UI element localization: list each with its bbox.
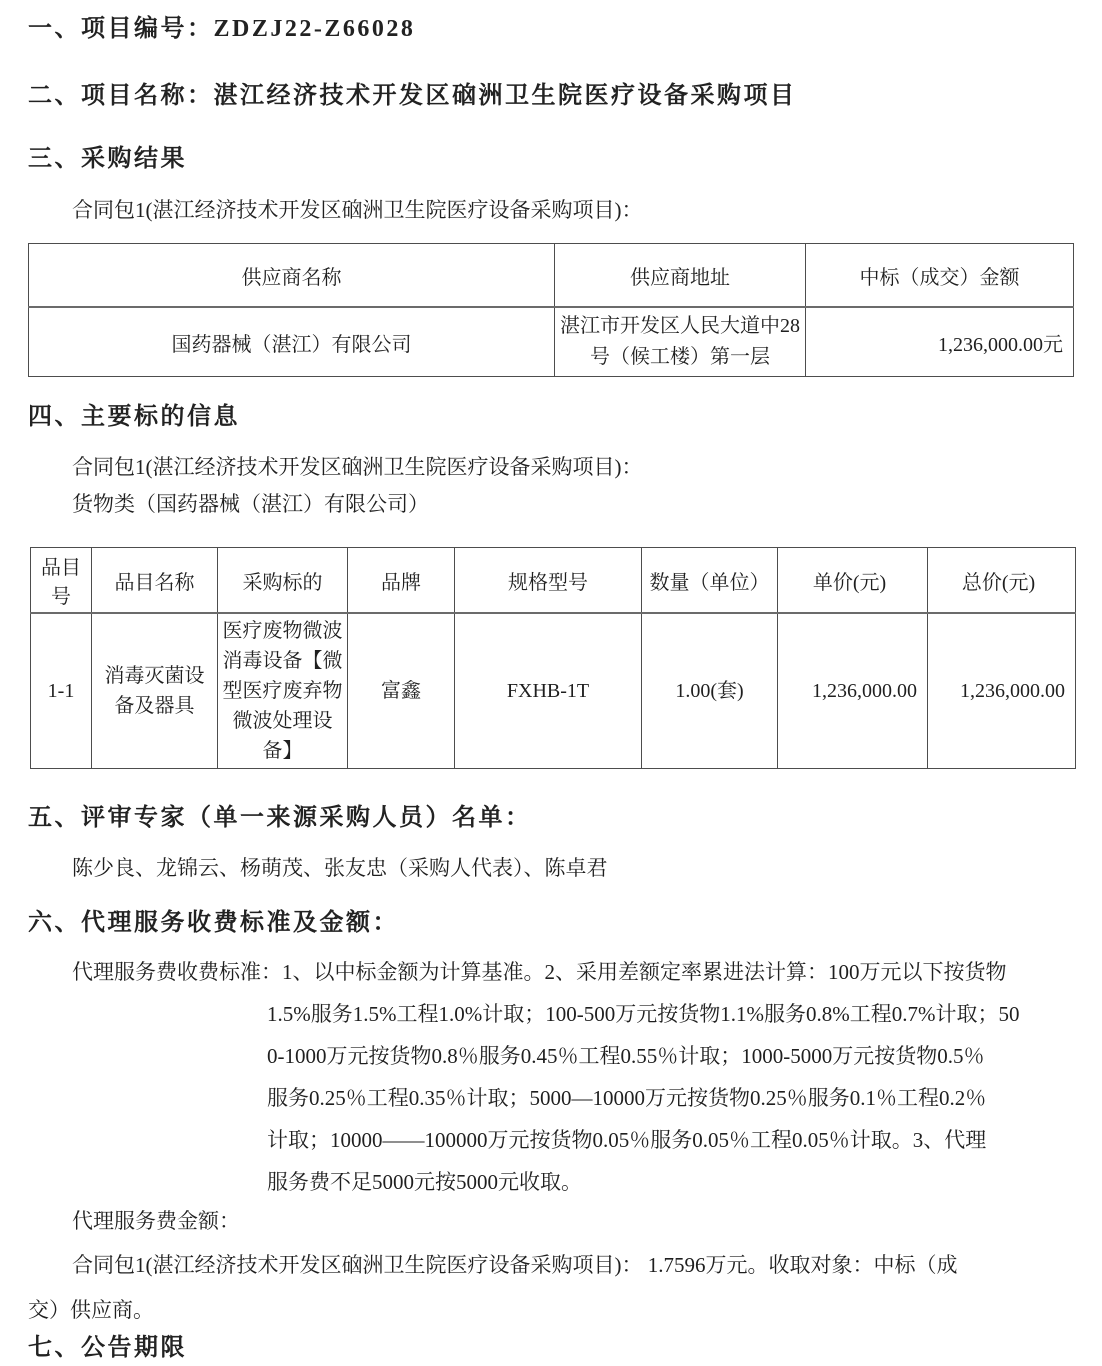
fee-standard-line-4: 服务0.25％工程0.35％计取；5000—10000万元按货物0.25％服务0.1％工程0.2％ xyxy=(267,1086,987,1110)
section-5-heading-review-experts: 五、评审专家（单一来源采购人员）名单： xyxy=(28,805,532,831)
table-row xyxy=(31,613,1076,769)
fee-standard-line-5: 计取；10000——100000万元按货物0.05％服务0.05％工程0.05％计取。3、代理 xyxy=(267,1128,987,1152)
result-header-supplier-address: 供应商地址 xyxy=(555,244,806,308)
section-6-heading-agency-fee: 六、代理服务收费标准及金额： xyxy=(28,910,399,936)
items-header-total-price: 总价(元) xyxy=(928,548,1076,614)
section-4-package-line: 合同包1(湛江经济技术开发区硇洲卫生院医疗设备采购项目)： xyxy=(72,455,643,479)
agency-fee-standard-paragraph xyxy=(28,951,1075,1203)
items-header-unit-price: 单价(元) xyxy=(778,548,928,614)
result-table-header-row xyxy=(29,244,1074,308)
fee-standard-line-1: 代理服务费收费标准：1、以中标金额为计算基准。2、采用差额定率累进法计算：100万元以下按货物 xyxy=(72,960,1007,984)
fee-amount-line-1: 合同包1(湛江经济技术开发区硇洲卫生院医疗设备采购项目)： 1.7596万元。收取对象：中标（成 xyxy=(72,1253,958,1277)
table-row xyxy=(29,307,1074,377)
section-7-heading-announcement-period: 七、公告期限 xyxy=(28,1335,187,1361)
section-2-heading-project-name: 二、项目名称：湛江经济技术开发区硇洲卫生院医疗设备采购项目 xyxy=(28,83,797,109)
items-cell-total-price: 1,236,000.00 xyxy=(928,613,1076,769)
items-header-item-no: 品目号 xyxy=(31,548,92,614)
items-table-body xyxy=(31,613,1076,769)
items-cell-item-no: 1-1 xyxy=(31,613,92,769)
fee-standard-line-6: 服务费不足5000元按5000元收取。 xyxy=(267,1170,582,1194)
fee-standard-line-3: 0-1000万元按货物0.8％服务0.45％工程0.55％计取；1000-5000万元按货物0.5％ xyxy=(267,1044,985,1068)
items-cell-procurement-subject: 医疗废物微波消毒设备【微型医疗废弃物微波处理设备】 xyxy=(218,613,348,769)
items-header-model: 规格型号 xyxy=(455,548,642,614)
items-table xyxy=(30,547,1076,769)
section-4-category-line: 货物类（国药器械（湛江）有限公司） xyxy=(72,492,429,516)
items-cell-unit-price: 1,236,000.00 xyxy=(778,613,928,769)
expert-names-line: 陈少良、龙锦云、杨萌茂、张友忠（采购人代表）、陈卓君 xyxy=(72,856,608,880)
agency-fee-amount-label: 代理服务费金额： xyxy=(72,1209,240,1233)
fee-standard-line-2: 1.5%服务1.5%工程1.0%计取；100-500万元按货物1.1%服务0.8%工程0.7%计取；50 xyxy=(267,1002,1020,1026)
items-cell-quantity: 1.00(套) xyxy=(642,613,778,769)
items-table-header-row xyxy=(31,548,1076,614)
items-table-header xyxy=(31,548,1076,614)
items-cell-item-name: 消毒灭菌设备及器具 xyxy=(92,613,218,769)
items-header-item-name: 品目名称 xyxy=(92,548,218,614)
result-header-supplier-name: 供应商名称 xyxy=(29,244,555,308)
result-table-body xyxy=(29,307,1074,377)
result-cell-supplier-name: 国药器械（湛江）有限公司 xyxy=(29,307,555,377)
agency-fee-amount-paragraph xyxy=(28,1243,1075,1333)
fee-amount-line-2: 交）供应商。 xyxy=(28,1298,154,1322)
result-table xyxy=(28,243,1074,377)
result-table-header xyxy=(29,244,1074,308)
items-header-procurement-subject: 采购标的 xyxy=(218,548,348,614)
items-header-brand: 品牌 xyxy=(348,548,455,614)
section-3-heading-procurement-result: 三、采购结果 xyxy=(28,146,187,172)
result-header-award-amount: 中标（成交）金额 xyxy=(806,244,1074,308)
section-1-heading-project-number: 一、项目编号：ZDZJ22-Z66028 xyxy=(28,16,416,42)
items-cell-model: FXHB-1T xyxy=(455,613,642,769)
section-4-heading-subject-info: 四、主要标的信息 xyxy=(28,404,240,430)
announcement-content xyxy=(0,14,1102,1363)
items-header-quantity: 数量（单位） xyxy=(642,548,778,614)
result-cell-award-amount: 1,236,000.00元 xyxy=(806,307,1074,377)
result-cell-supplier-address: 湛江市开发区人民大道中28号（候工楼）第一层 xyxy=(555,307,806,377)
items-cell-brand: 富鑫 xyxy=(348,613,455,769)
section-3-package-line: 合同包1(湛江经济技术开发区硇洲卫生院医疗设备采购项目)： xyxy=(72,198,643,222)
